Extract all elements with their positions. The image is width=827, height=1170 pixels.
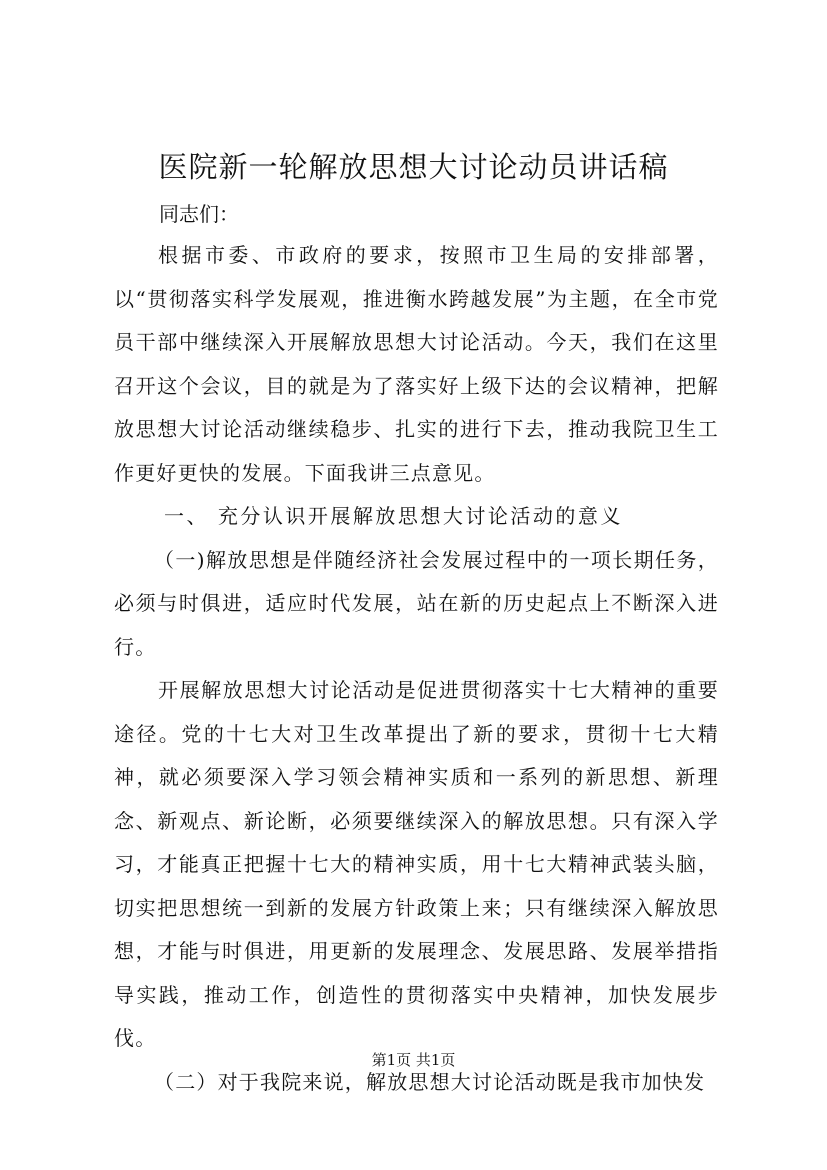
- subsection-paragraph-2: （二）对于我院来说，解放思想大讨论活动既是我市加快发: [154, 1069, 706, 1094]
- document-title: 医院新一轮解放思想大讨论动员讲话稿: [158, 150, 669, 184]
- greeting-line: 同志们：: [159, 202, 239, 226]
- section-heading-1: 一、 充分认识开展解放思想大讨论活动的意义: [164, 504, 623, 528]
- document-body: [114, 234, 719, 1104]
- page-footer: 第1页 共1页: [371, 1051, 456, 1069]
- intro-paragraph: 根据市委、市政府的要求，按照市卫生局的安排部署，以“贯彻落实科学发展观，推进衡水跨越发展”为主题，在全市党员干部中继续深入开展解放思想大讨论活动。今天，我们在这里召开这个会议，目的就是为了落实好上级下达的会议精神，把解放思想大讨论活动继续稳步、扎实的进行下去，推动我院卫生工作更好更快的发展。下面我讲三点意见。: [114, 243, 719, 485]
- subsection-paragraph-1: （一)解放思想是伴随经济社会发展过程中的一项长期任务，必须与时俱进，适应时代发展，站在新的历史起点上不断深入进行。: [114, 547, 719, 659]
- body-paragraph: 开展解放思想大讨论活动是促进贯彻落实十七大精神的重要途径。党的十七大对卫生改革提出了新的要求，贯彻十七大精神，就必须要深入学习领会精神实质和一系列的新思想、新理念、新观点、新论断，必须要继续深入的解放思想。只有深入学习，才能真正把握十七大的精神实质，用十七大精神武装头脑，切实把思想统一到新的发展方针政策上来；只有继续深入解放思想，才能与时俱进，用更新的发展理念、发展思路、发展举措指导实践，推动工作，创造性的贯彻落实中央精神，加快发展步伐。: [114, 678, 719, 1050]
